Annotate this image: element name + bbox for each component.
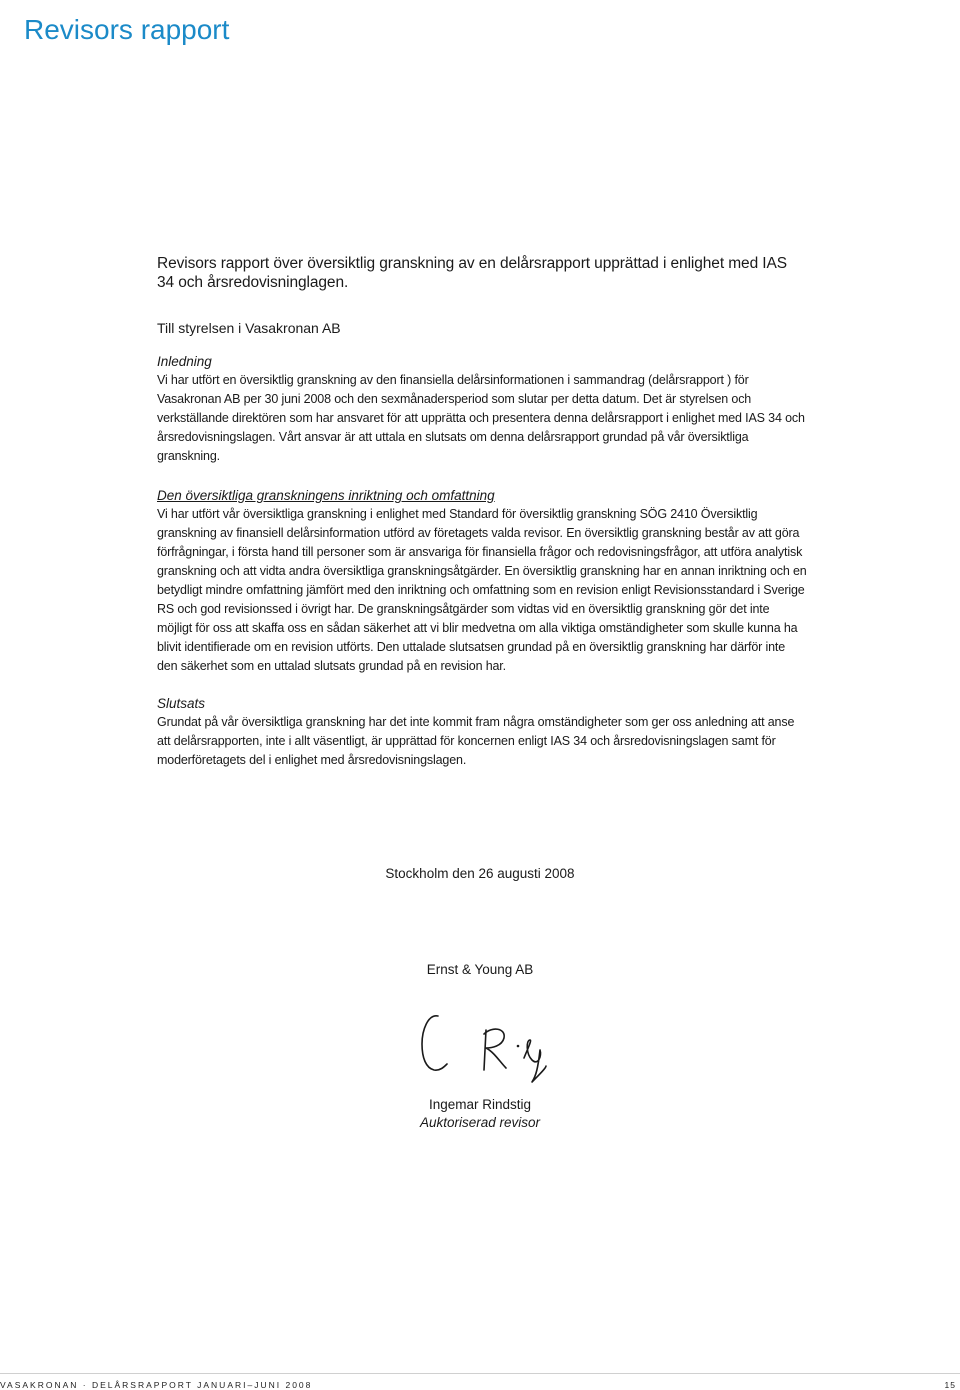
report-body (157, 254, 807, 786)
page-title: Revisors rapport (24, 14, 230, 45)
auditor-title: Auktoriserad revisor (419, 1115, 541, 1130)
report-addressee: Till styrelsen i Vasakronan AB (157, 320, 341, 336)
section-body: Vi har utfört en översiktlig granskning av den finansiella delårsinformationen i sammandrag (delårsrapport ) för Vasakronan AB per 30 juni 2008 och den sexmånadersperiod som slutar per detta datum. Det är styrelsen och verkställande direktören som har ansvaret för att upprätta och presentera denna delårsrapport i enlighet med IAS 34 och årsredovisningslagen. Vårt ansvar är att uttala en slutsats om denna delårsrapport grundad på vår översiktliga granskning. (157, 373, 805, 463)
report-title: Revisors rapport över översiktlig granskning av en delårsrapport upprättad i enlighet med IAS 34 och årsredovisninglagen. (157, 255, 787, 291)
auditor-name: Ingemar Rindstig (428, 1097, 532, 1112)
section-inledning (157, 352, 807, 466)
page-number: 15 (944, 1380, 956, 1390)
signature-date: Stockholm den 26 augusti 2008 (385, 866, 575, 881)
section-heading: Inledning (157, 354, 212, 369)
footer-label: VASAKRONAN · DELÅRSRAPPORT JANUARI–JUNI 2008 (0, 1380, 313, 1390)
signature-firm: Ernst & Young AB (426, 962, 534, 977)
section-body: Grundat på vår översiktliga granskning har det inte kommit fram några omständigheter som ger oss anledning att anse att delårsrapporten, inte i allt väsentligt, är upprättad för koncernen enligt IAS 34 och årsredovisningslagen samt för moderföretagets del i enlighet med årsredovisningslagen. (157, 715, 795, 767)
handwritten-signature (414, 1010, 554, 1085)
section-inriktning (157, 486, 807, 676)
section-heading: Den översiktliga granskningens inriktning och omfattning (157, 488, 495, 503)
footer-divider (0, 1373, 960, 1374)
section-slutsats (157, 694, 807, 770)
section-body: Vi har utfört vår översiktliga granskning i enlighet med Standard för översiktlig granskning SÖG 2410 Översiktlig granskning av finansiell delårsinformation utförd av företagets valda revisor. En översiktlig granskning består av att göra förfrågningar, i första hand till personer som är ansvariga för finansiella frågor och redovisningsfrågor, att utföra analytisk granskning och att vidta andra översiktliga granskningsåtgärder. En översiktlig granskning har en annan inriktning och en betydligt mindre omfattning jämfört med den inriktning och omfattning som en revision enligt Revisionsstandard i Sverige RS och god revisionssed i övrigt har. De granskningsåtgärder som vidtas vid en översiktlig granskning gör det inte möjligt för oss att skaffa oss en sådan säkerhet att vi blir medvetna om alla viktiga omständigheter som skulle kunna ha blivit identifierade om en revision utförts. Den uttalade slutsatsen grundad på en översiktlig granskning har därför inte den säkerhet som en uttalad slutsats grundad på en revision har. (157, 507, 807, 673)
section-heading: Slutsats (157, 696, 206, 711)
